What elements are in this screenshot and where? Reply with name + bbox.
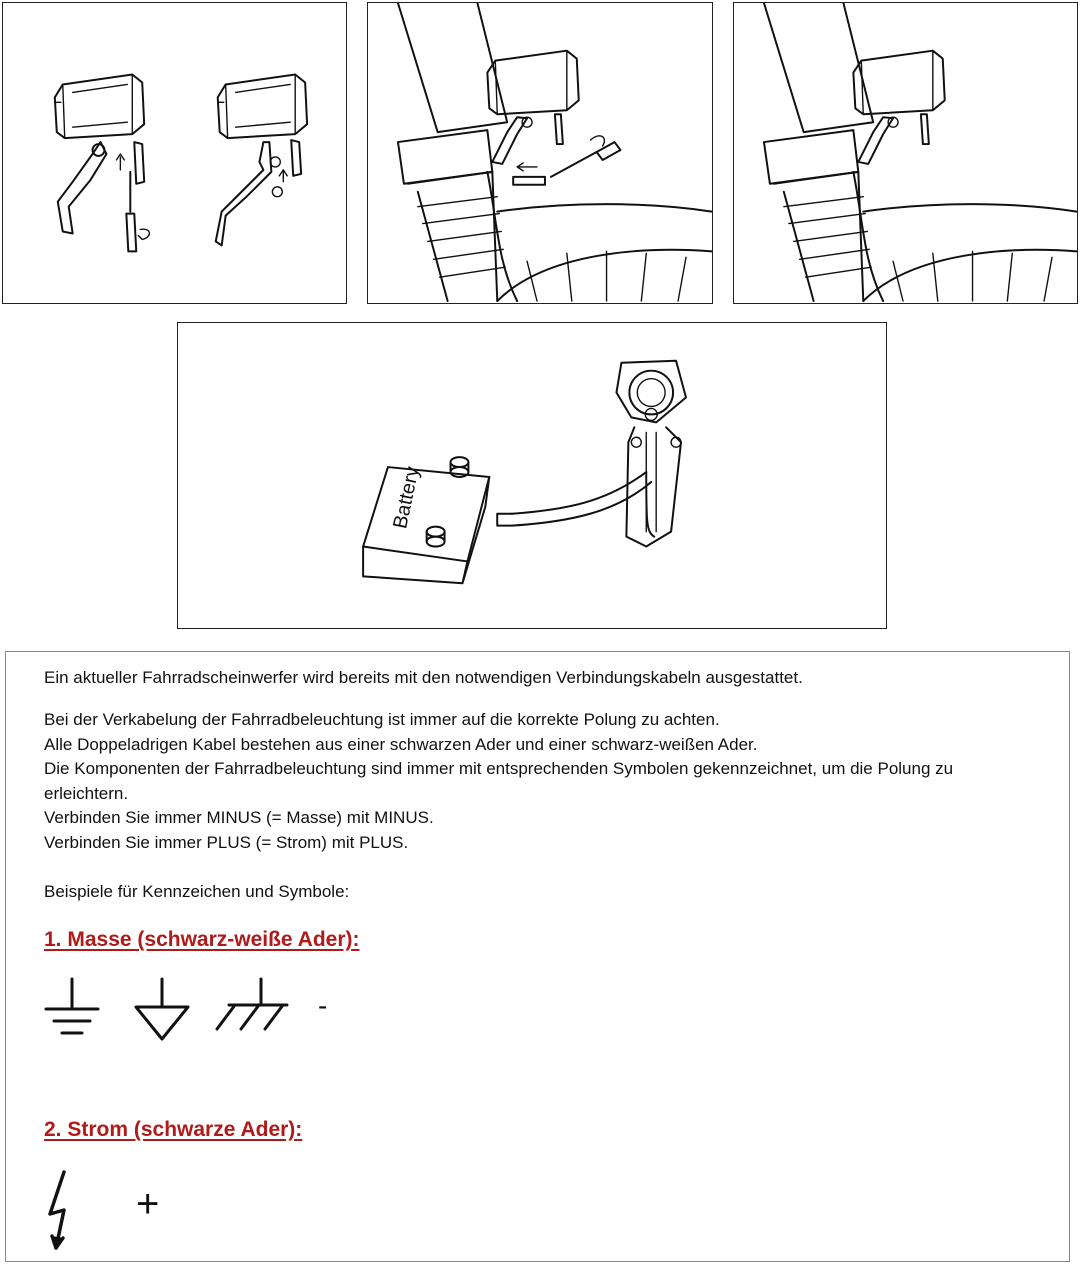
text-line-3: Die Komponenten der Fahrradbeleuchtung sind immer mit entsprechenden Symbolen gekennzeichnet, um die Polung zu xyxy=(44,759,954,778)
headlight-drawing-3 xyxy=(487,51,578,115)
instructions-box xyxy=(5,651,1070,1262)
step3-mounted-panel xyxy=(733,2,1078,304)
text-line-6: Verbinden Sie immer PLUS (= Strom) mit PLUS. xyxy=(44,832,409,852)
ground-icon xyxy=(42,977,102,1039)
battery-label: Battery xyxy=(389,464,424,531)
battery-box xyxy=(363,457,489,583)
ground-heading: 1. Masse (schwarz-weiße Ader): xyxy=(44,928,360,951)
examples-label: Beispiele für Kennzeichen und Symbole: xyxy=(44,882,350,901)
text-line-2: Alle Doppeladrigen Kabel bestehen aus einer schwarzen Ader und einer schwarz-weißen Ader. xyxy=(44,734,758,754)
minus-symbol: - xyxy=(318,990,328,1021)
text-line-4: erleichtern. xyxy=(44,783,129,803)
text-line-5: Verbinden Sie immer MINUS (= Masse) mit MINUS. xyxy=(44,808,434,827)
battery-wiring-illustration xyxy=(178,323,886,628)
lightning-icon xyxy=(44,1170,80,1254)
headlight-rear-view xyxy=(616,361,686,547)
chassis-ground-icon xyxy=(211,977,291,1037)
fork-mounting-illustration xyxy=(368,3,712,303)
step1-bracket-panel xyxy=(2,2,347,304)
bracket-assembly-illustration xyxy=(3,3,346,303)
headlight-drawing xyxy=(55,75,144,139)
mounted-light-illustration xyxy=(734,3,1077,303)
headlight-drawing-2 xyxy=(218,75,307,139)
power-heading: 2. Strom (schwarze Ader): xyxy=(44,1118,303,1141)
battery-wiring-panel xyxy=(177,322,887,629)
triangle-ground-icon xyxy=(132,977,192,1043)
intro-text: Ein aktueller Fahrradscheinwerfer wird bereits mit den notwendigen Verbindungskabeln ausgestattet. xyxy=(44,668,803,687)
screw xyxy=(513,177,545,185)
plus-symbol: + xyxy=(136,1182,160,1226)
text-line-1: Bei der Verkabelung der Fahrradbeleuchtung ist immer auf die korrekte Polung zu achten. xyxy=(44,710,720,729)
step2-mounting-panel xyxy=(367,2,713,304)
screwdriver xyxy=(551,142,621,177)
headlight-drawing-4 xyxy=(853,51,944,115)
